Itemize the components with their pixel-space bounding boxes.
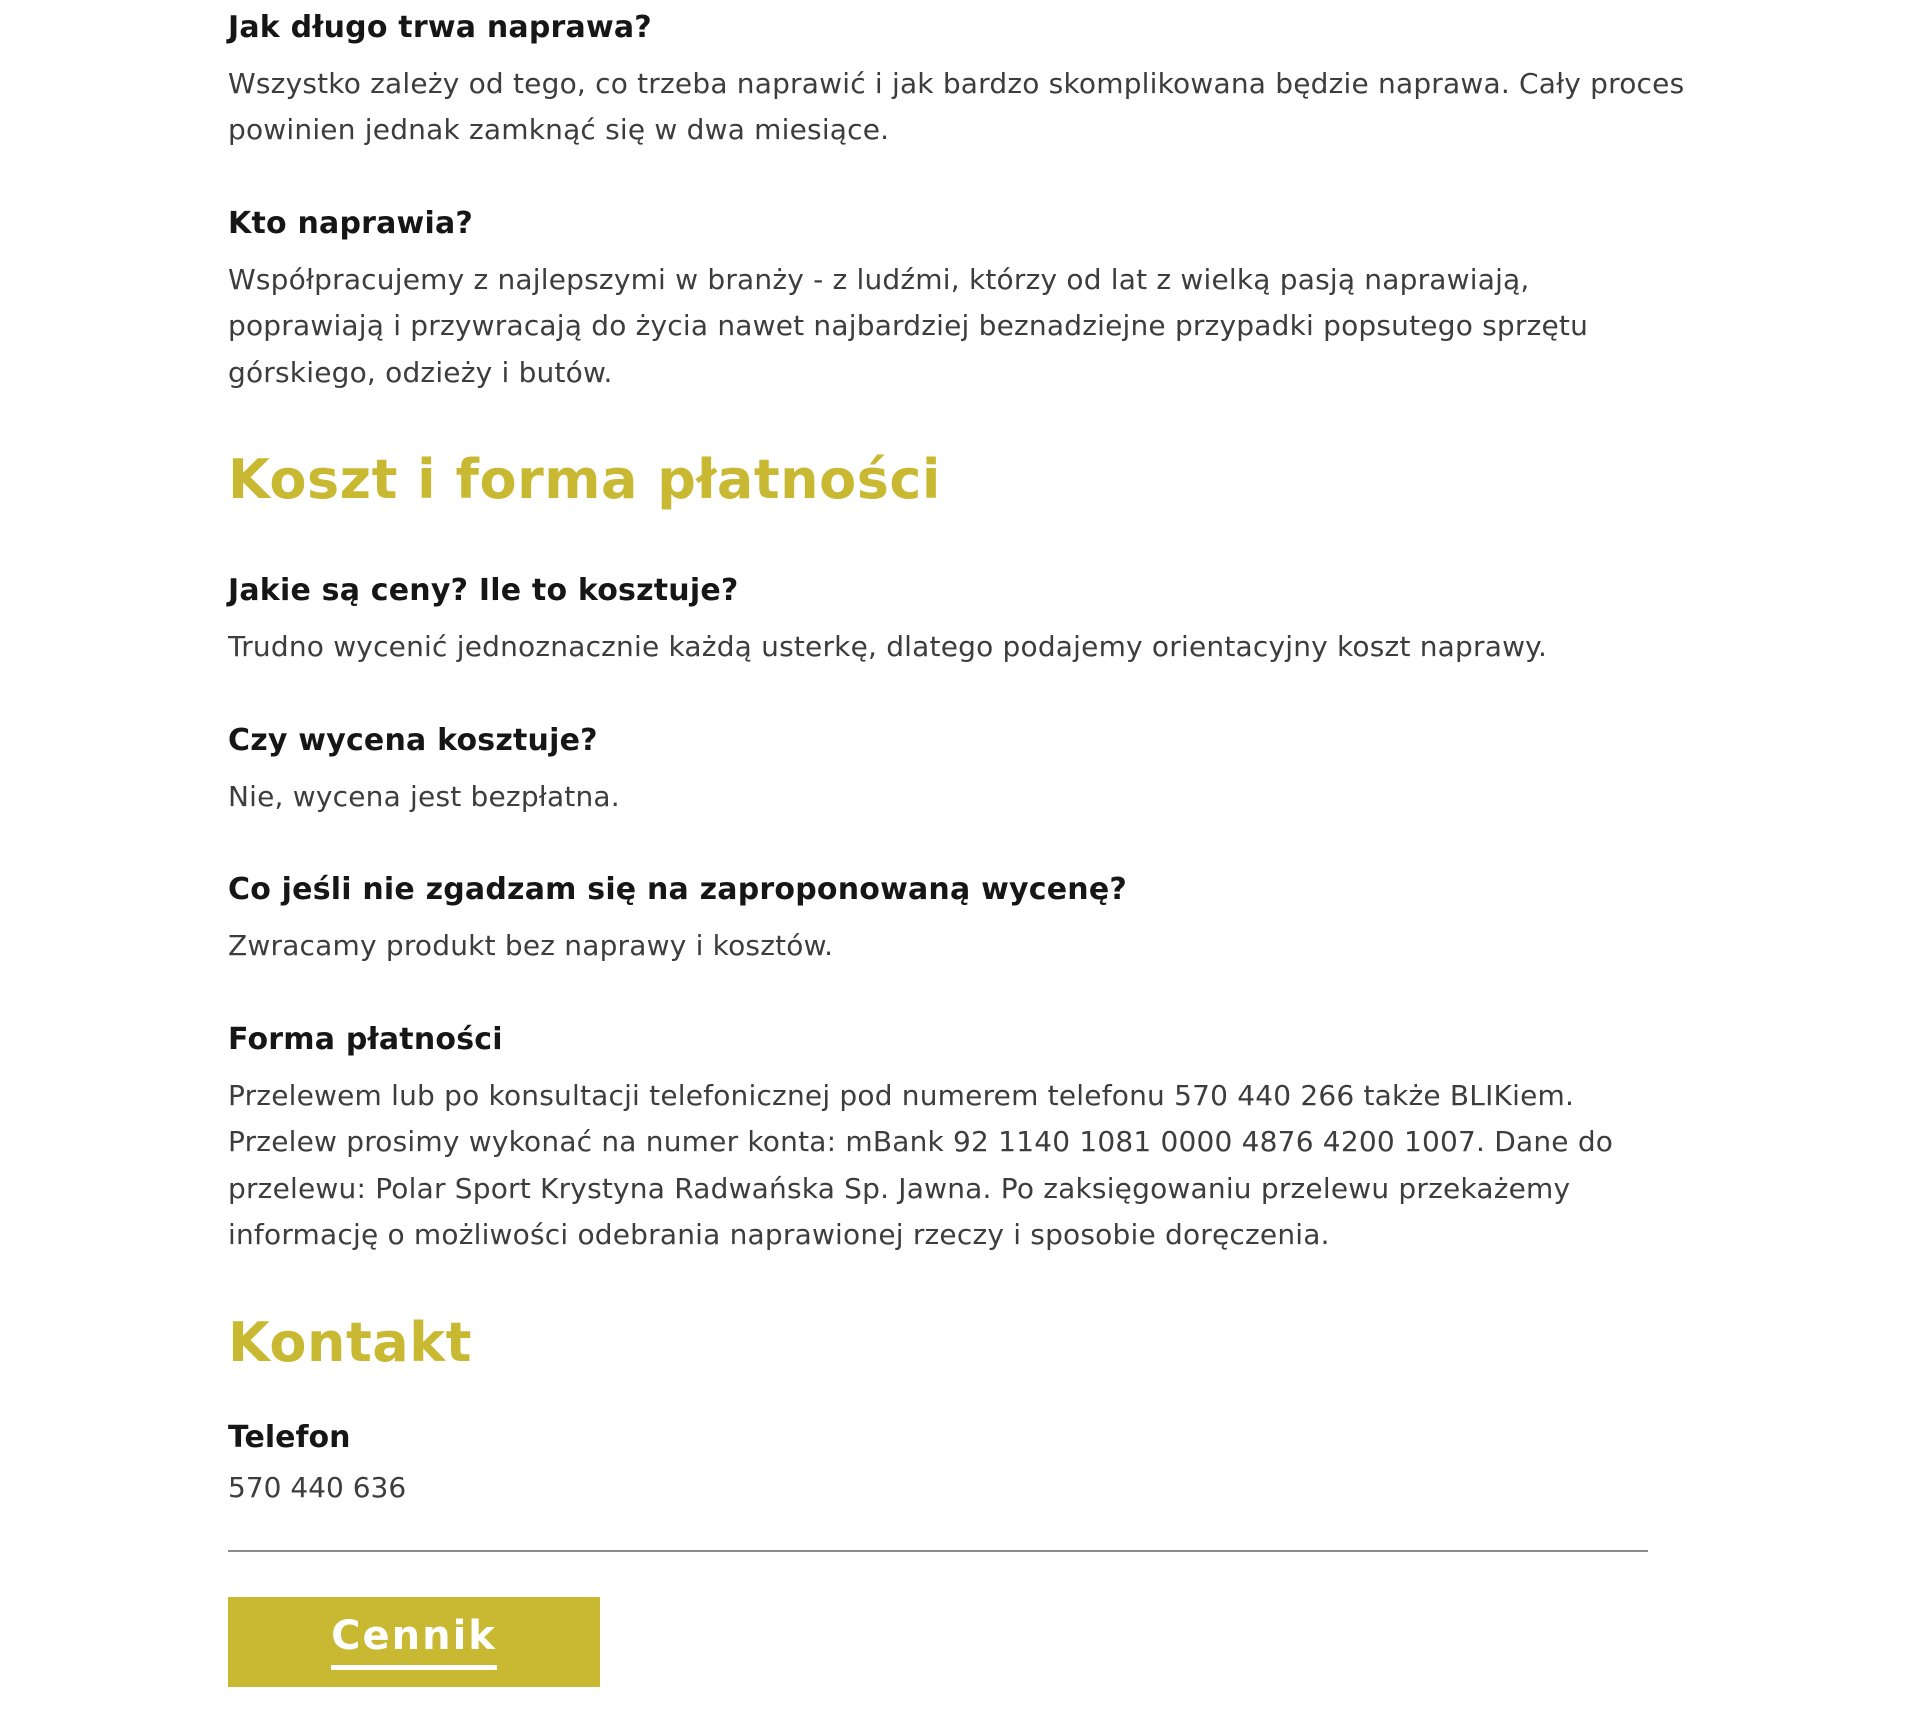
faq-item-who-repairs [228, 206, 1692, 396]
section-title-contact: Kontakt [228, 1310, 472, 1374]
cta-container [228, 1597, 1692, 1687]
section-title-cost: Koszt i forma płatności [228, 448, 941, 512]
contact-phone-block [228, 1420, 1692, 1504]
faq-question: Jakie są ceny? Ile to kosztuje? [228, 573, 739, 609]
cennik-button-label: Cennik [331, 1613, 497, 1670]
faq-answer: Nie, wycena jest bezpłatna. [228, 779, 620, 813]
faq-answer: Przelewem lub po konsultacji telefonicznej pod numerem telefonu 570 440 266 także BLIKiem. Przelew prosimy wykonać na numer konta: mBank 92 1140 1081 0000 4876 4200 1007. Dane do przelewu: Polar Sport Krystyna Radwańska Sp. Jawna. Po zaksięgowaniu przelewu przekażemy informację o możliwości odebrania naprawionej rzeczy i sposobie doręczenia. [228, 1078, 1614, 1252]
faq-question: Co jeśli nie zgadzam się na zaproponowaną wycenę? [228, 872, 1127, 908]
faq-answer: Współpracujemy z najlepszymi w branży - z ludźmi, którzy od lat z wielką pasją naprawiają, poprawiają i przywracają do życia nawet najbardziej beznadziejne przypadki popsutego sprzętu górskiego, odzieży i butów. [228, 262, 1589, 389]
faq-item-prices [228, 573, 1692, 670]
cennik-button[interactable] [228, 1597, 600, 1687]
faq-item-quote-cost [228, 723, 1692, 820]
faq-question: Forma płatności [228, 1021, 503, 1057]
faq-item-repair-duration [228, 10, 1692, 154]
faq-question: Jak długo trwa naprawa? [228, 10, 652, 45]
phone-label: Telefon [228, 1419, 351, 1455]
faq-answer: Trudno wycenić jednoznacznie każdą usterkę, dlatego podajemy orientacyjny koszt naprawy. [228, 630, 1548, 664]
faq-question: Kto naprawia? [228, 205, 474, 241]
faq-question: Czy wycena kosztuje? [228, 722, 598, 758]
faq-answer: Zwracamy produkt bez naprawy i kosztów. [228, 929, 834, 963]
faq-answer: Wszystko zależy od tego, co trzeba naprawić i jak bardzo skomplikowana będzie naprawa. Cały proces powinien jednak zamknąć się w dwa miesiące. [228, 67, 1685, 147]
phone-number: 570 440 636 [228, 1470, 407, 1504]
faq-item-payment-method [228, 1022, 1692, 1259]
section-divider [228, 1550, 1648, 1552]
page-content [228, 0, 1692, 1687]
faq-item-quote-disagree [228, 872, 1692, 969]
